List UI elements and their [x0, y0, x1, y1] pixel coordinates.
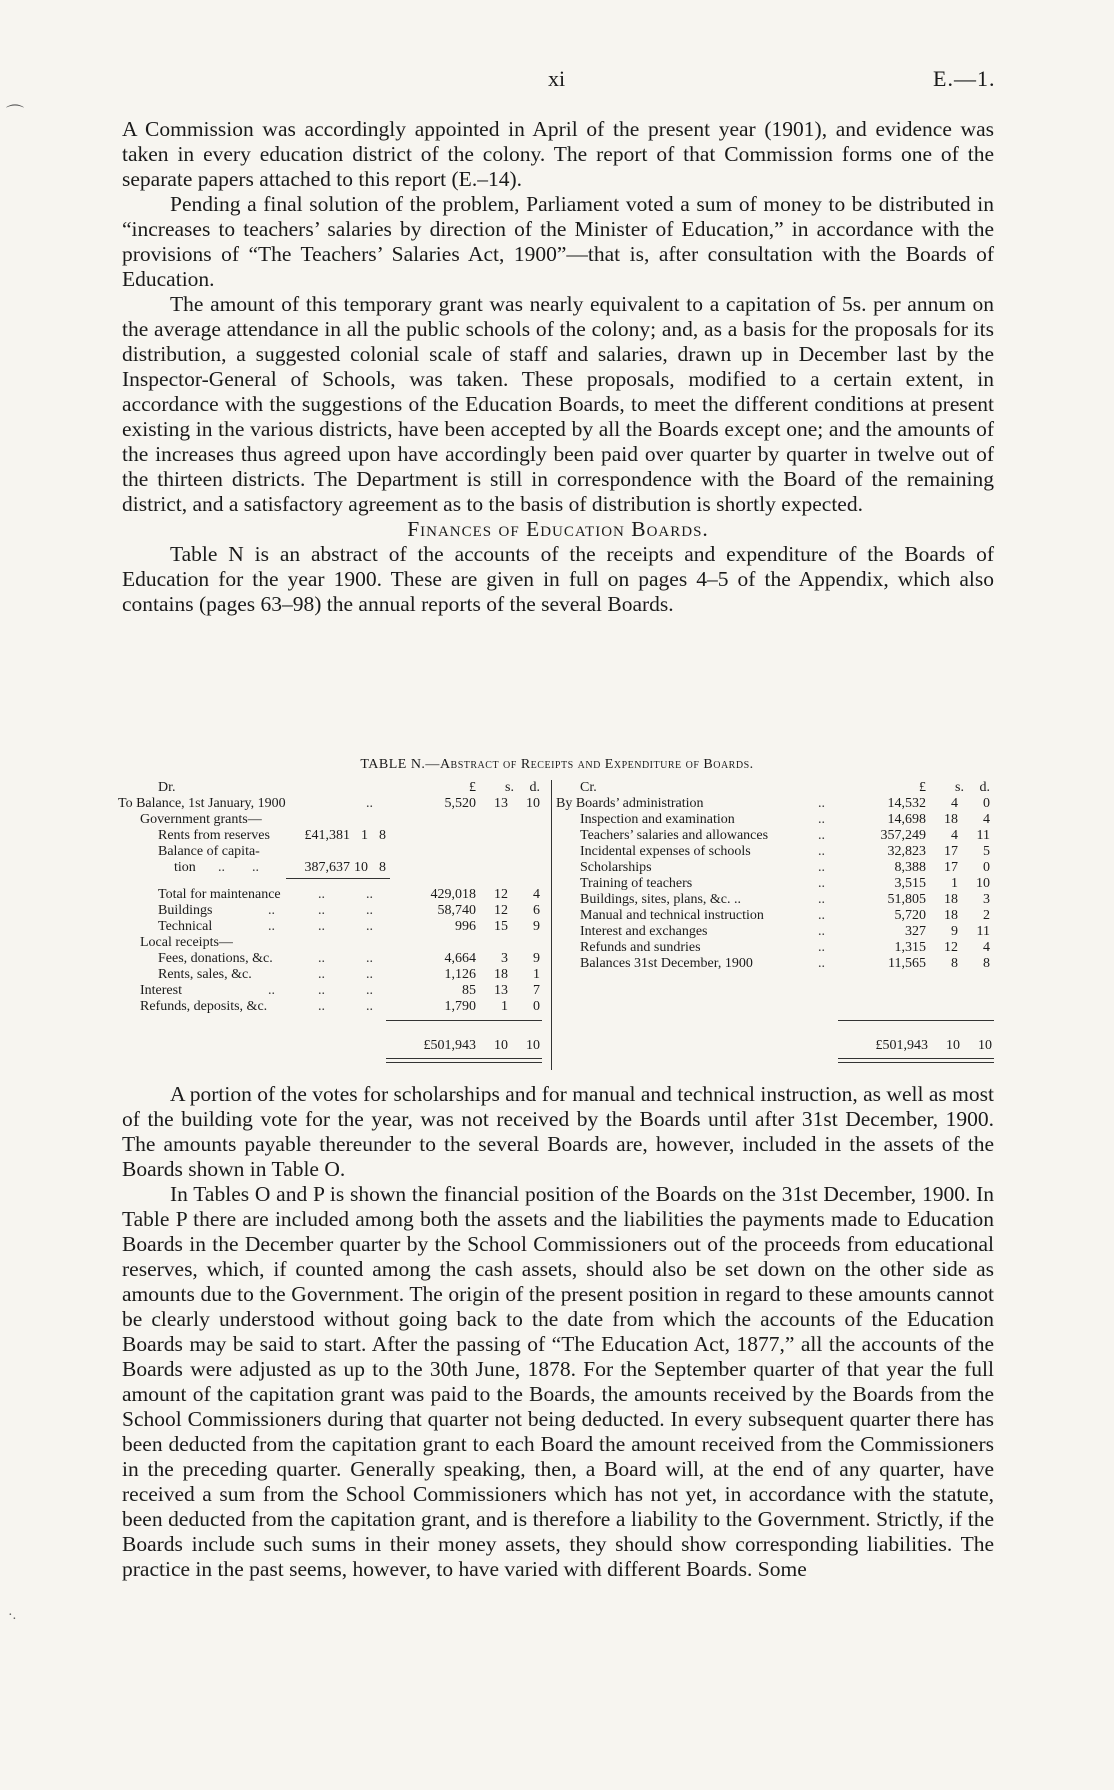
- margin-mark: ⌒: [6, 104, 24, 124]
- pounds: 1,790: [444, 999, 476, 1014]
- pounds: 32,823: [887, 844, 926, 859]
- row-label: tion: [174, 860, 196, 875]
- pounds: 51,805: [887, 892, 926, 907]
- pence: 0: [983, 796, 990, 811]
- double-rule: [386, 1058, 542, 1063]
- shillings: 9: [951, 924, 958, 939]
- shillings: 8: [951, 956, 958, 971]
- pence: 8: [983, 956, 990, 971]
- pence: 9: [533, 919, 540, 934]
- pence: 10: [976, 876, 990, 891]
- table-row: Manual and technical instruction .. 5,720 18 2: [580, 908, 990, 923]
- pence: 0: [533, 999, 540, 1014]
- pounds: 1,126: [444, 967, 476, 982]
- shillings: 17: [944, 860, 958, 875]
- table-row: Interest and exchanges .. 327 9 11: [580, 924, 990, 939]
- paragraph: A portion of the votes for scholarships and for manual and technical instruction, as well as most of the building vote for the year, was not received by the Boards until after 31st December, 1900. The amounts payable thereunder to the several Boards are, however, included in the assets of the Boards shown in Table O.: [122, 1082, 994, 1181]
- pence-head: d.: [979, 780, 990, 795]
- row-label: Rents, sales, &c.: [158, 967, 252, 982]
- paragraph: The amount of this temporary grant was nearly equivalent to a capitation of 5s. per annum on the average attendance in all the public schools of the colony; and, as a basis for the proposals for its distribution, a suggested colonial scale of staff and salaries, drawn up in December last by the Inspector-General of Schools, was taken. These proposals, modified to a certain extent, in accordance with the suggestions of the Education Boards, to meet the different conditions at present existing in the various districts, have been accepted by all the Boards except one; and the amounts of the increases thus agreed upon have accordingly been paid over quarter by quarter in twelve out of the thirteen districts. The Department is still in correspondence with the Board of the remaining district, and a satisfactory agreement as to the basis of distribution is shortly expected.: [122, 292, 994, 516]
- table-row: By Boards’ administration .. 14,532 4 0: [556, 796, 990, 811]
- shillings: 18: [944, 908, 958, 923]
- row-label: Total for maintenance: [158, 887, 281, 902]
- body-text-bottom: [122, 1082, 994, 1582]
- row-label: Fees, donations, &c.: [158, 951, 273, 966]
- pence-head: d.: [529, 780, 540, 795]
- shillings-head: s.: [505, 780, 514, 795]
- pounds: £501,943: [423, 1038, 476, 1053]
- pence: 11: [976, 828, 990, 843]
- shillings: 1: [501, 999, 508, 1014]
- paragraph: A Commission was accordingly appointed in April of the present year (1901), and evidence was taken in every education district of the colony. The report of that Commission forms one of the separate papers attached to this report (E.–14).: [122, 117, 994, 191]
- pounds: 327: [905, 924, 926, 939]
- paragraph: Table N is an abstract of the accounts of the receipts and expenditure of the Boards of Education for the year 1900. These are given in full on pages 4–5 of the Appendix, which also contains (pages 63–98) the annual reports of the several Boards.: [122, 542, 994, 616]
- pence: 5: [983, 844, 990, 859]
- pence: 11: [976, 924, 990, 939]
- row-label: Buildings, sites, plans, &c. ..: [580, 892, 741, 907]
- total-row: [556, 1038, 996, 1055]
- pounds-head: £: [469, 780, 476, 795]
- shillings: 13: [494, 983, 508, 998]
- total-rule: [838, 1020, 994, 1021]
- pounds: 3,515: [894, 876, 926, 891]
- pence: 3: [983, 892, 990, 907]
- pence: 10: [978, 1038, 992, 1053]
- pounds: 8,388: [894, 860, 926, 875]
- shillings: 15: [494, 919, 508, 934]
- row-label: Manual and technical instruction: [580, 908, 764, 923]
- shillings: 18: [944, 892, 958, 907]
- margin-mark: ·.: [8, 1608, 17, 1623]
- cr-heading: Cr.: [580, 780, 597, 795]
- pounds-head: £: [919, 780, 926, 795]
- table-row: Balances 31st December, 1900 .. 11,565 8 8: [580, 956, 990, 971]
- table-row: To Balance, 1st January, 1900 .. 5,520 13 10: [118, 796, 540, 811]
- total-row: [118, 1038, 550, 1055]
- pounds: 387,637: [304, 860, 350, 875]
- pence: 4: [983, 940, 990, 955]
- shillings: 18: [494, 967, 508, 982]
- row-label: Teachers’ salaries and allowances: [580, 828, 769, 843]
- row-label: Technical: [158, 919, 213, 934]
- shillings: 3: [501, 951, 508, 966]
- shillings: 4: [951, 796, 958, 811]
- pounds: 14,698: [887, 812, 926, 827]
- pence: 4: [533, 887, 540, 902]
- debit-column: [118, 780, 550, 1070]
- table-row: Scholarships .. 8,388 17 0: [580, 860, 990, 875]
- pence: 8: [379, 828, 386, 843]
- row-label: Rents from reserves: [158, 828, 270, 843]
- shillings: 10: [354, 860, 368, 875]
- paragraph: In Tables O and P is shown the financial position of the Boards on the 31st December, 1900. In Table P there are included among both the assets and the liabilities the payments made to Education Boards in the December quarter by the School Commissioners out of the proceeds from educational reserves, which, if counted among the cash assets, should also be set down on the other side as amounts due to the Government. The origin of the present position in regard to these amounts cannot be clearly understood without going back to the date from which the accounts of the Education Boards may be said to start. After the passing of “The Education Act, 1877,” all the accounts of the Boards were adjusted as up to the 30th June, 1878. For the September quarter of that year the full amount of the capitation grant was paid to the Boards, the amounts received by the Boards from the School Commissioners during that quarter not being deducted. In every subsequent quarter there has been deducted from the capitation grant to each Board the amount received from the Commissioners in the preceding quarter. Generally speaking, then, a Board will, at the end of any quarter, have received a sum from the School Commissioners which has not yet, in accordance with the statute, been deducted from the capitation grant, and is therefore a liability to the Government. Strictly, if the Boards include such sums in their money assets, they should show corresponding liabilities. The practice in the past seems, however, to have varied with different Boards. Some: [122, 1182, 994, 1581]
- shillings: 1: [361, 828, 368, 843]
- credit-column: [556, 780, 996, 1070]
- pence: 10: [526, 1038, 540, 1053]
- table-row: [118, 828, 550, 845]
- document-code: E.—1.: [933, 66, 996, 91]
- credit-header-row: [556, 780, 996, 797]
- shillings: 4: [951, 828, 958, 843]
- pence: 1: [533, 967, 540, 982]
- paragraph: Pending a final solution of the problem, Parliament voted a sum of money to be distributed in “increases to teachers’ salaries by direction of the Minister of Education,” in accordance with the provisions of “The Teachers’ Salaries Act, 1900”—that is, after consultation with the Boards of Education.: [122, 192, 994, 291]
- pounds: 58,740: [437, 903, 476, 918]
- table-row: Teachers’ salaries and allowances .. 357,249 4 11: [580, 828, 990, 843]
- row-label: By Boards’ administration: [556, 796, 704, 811]
- pounds: 1,315: [894, 940, 926, 955]
- shillings-head: s.: [955, 780, 964, 795]
- pounds: 85: [462, 983, 476, 998]
- table-row: Refunds and sundries .. 1,315 12 4: [580, 940, 990, 955]
- shillings: 10: [494, 1038, 508, 1053]
- table-row: tion .. .. 387,637 10 8: [174, 860, 386, 875]
- pounds: 5,520: [444, 796, 476, 811]
- row-label: Refunds and sundries: [580, 940, 701, 955]
- shillings: 12: [944, 940, 958, 955]
- row-label: Training of teachers: [580, 876, 693, 891]
- table-row: Interest .. .. .. 85 13 7: [140, 983, 540, 998]
- pounds: 357,249: [880, 828, 926, 843]
- table-row: Buildings, sites, plans, &c. .. .. 51,805 18 3: [580, 892, 990, 907]
- section-heading: Finances of Education Boards.: [407, 517, 709, 541]
- row-label: Incidental expenses of schools: [580, 844, 751, 859]
- pounds: 14,532: [887, 796, 926, 811]
- subtotal-rule: [286, 878, 390, 879]
- pounds: 4,664: [444, 951, 476, 966]
- table-row: Training of teachers .. 3,515 1 10: [580, 876, 990, 891]
- pence: 10: [526, 796, 540, 811]
- row-label: Interest: [140, 983, 182, 998]
- shillings: 13: [494, 796, 508, 811]
- shillings: 18: [944, 812, 958, 827]
- table-row: Rents, sales, &c. .. .. 1,126 18 1: [158, 967, 540, 982]
- table-row: Technical .. .. .. 996 15 9: [158, 919, 540, 934]
- pence: 0: [983, 860, 990, 875]
- column-divider: [551, 780, 552, 1070]
- pence: 7: [533, 983, 540, 998]
- row-label: Inspection and examination: [580, 812, 735, 827]
- table-title-text: Abstract of Receipts and Expenditure of Boards.: [439, 757, 754, 772]
- shillings: 1: [951, 876, 958, 891]
- table-row: Inspection and examination .. 14,698 18 4: [580, 812, 990, 827]
- double-rule: [838, 1058, 994, 1063]
- table-row: Incidental expenses of schools .. 32,823 17 5: [580, 844, 990, 859]
- row-label: Scholarships: [580, 860, 652, 875]
- accounts-table: [118, 780, 996, 1070]
- debit-header-row: [118, 780, 550, 797]
- row-label: Balance of capita-: [158, 844, 260, 859]
- pence: 6: [533, 903, 540, 918]
- pence: 9: [533, 951, 540, 966]
- page-number: xi: [548, 66, 566, 91]
- pounds: £501,943: [875, 1038, 928, 1053]
- pounds: 429,018: [430, 887, 476, 902]
- shillings: 12: [494, 887, 508, 902]
- row-label: Local receipts—: [140, 935, 233, 950]
- table-row: Refunds, deposits, &c. .. .. 1,790 1 0: [140, 999, 540, 1014]
- row-label: Balances 31st December, 1900: [580, 956, 753, 971]
- row-label: Interest and exchanges: [580, 924, 708, 939]
- body-text-top: [122, 117, 994, 617]
- shillings: 10: [946, 1038, 960, 1053]
- table-row: Buildings .. .. .. 58,740 12 6: [158, 903, 540, 918]
- row-label: Refunds, deposits, &c.: [140, 999, 268, 1014]
- row-label: Buildings: [158, 903, 213, 918]
- total-rule: [386, 1020, 542, 1021]
- pence: 4: [983, 812, 990, 827]
- pence: 2: [983, 908, 990, 923]
- pence: 8: [379, 860, 386, 875]
- dr-heading: Dr.: [158, 780, 176, 795]
- row-label: Government grants—: [140, 812, 262, 827]
- table-title: [0, 757, 1114, 773]
- table-title-prefix: TABLE N.—: [360, 757, 440, 772]
- pounds: £41,381: [304, 828, 350, 843]
- pounds: 5,720: [894, 908, 926, 923]
- shillings: 17: [944, 844, 958, 859]
- table-row: Fees, donations, &c. .. .. 4,664 3 9: [158, 951, 540, 966]
- pounds: 11,565: [888, 956, 926, 971]
- row-label: To Balance, 1st January, 1900: [118, 796, 286, 811]
- shillings: 12: [494, 903, 508, 918]
- pounds: 996: [455, 919, 476, 934]
- table-row: Total for maintenance .. .. 429,018 12 4: [158, 887, 540, 902]
